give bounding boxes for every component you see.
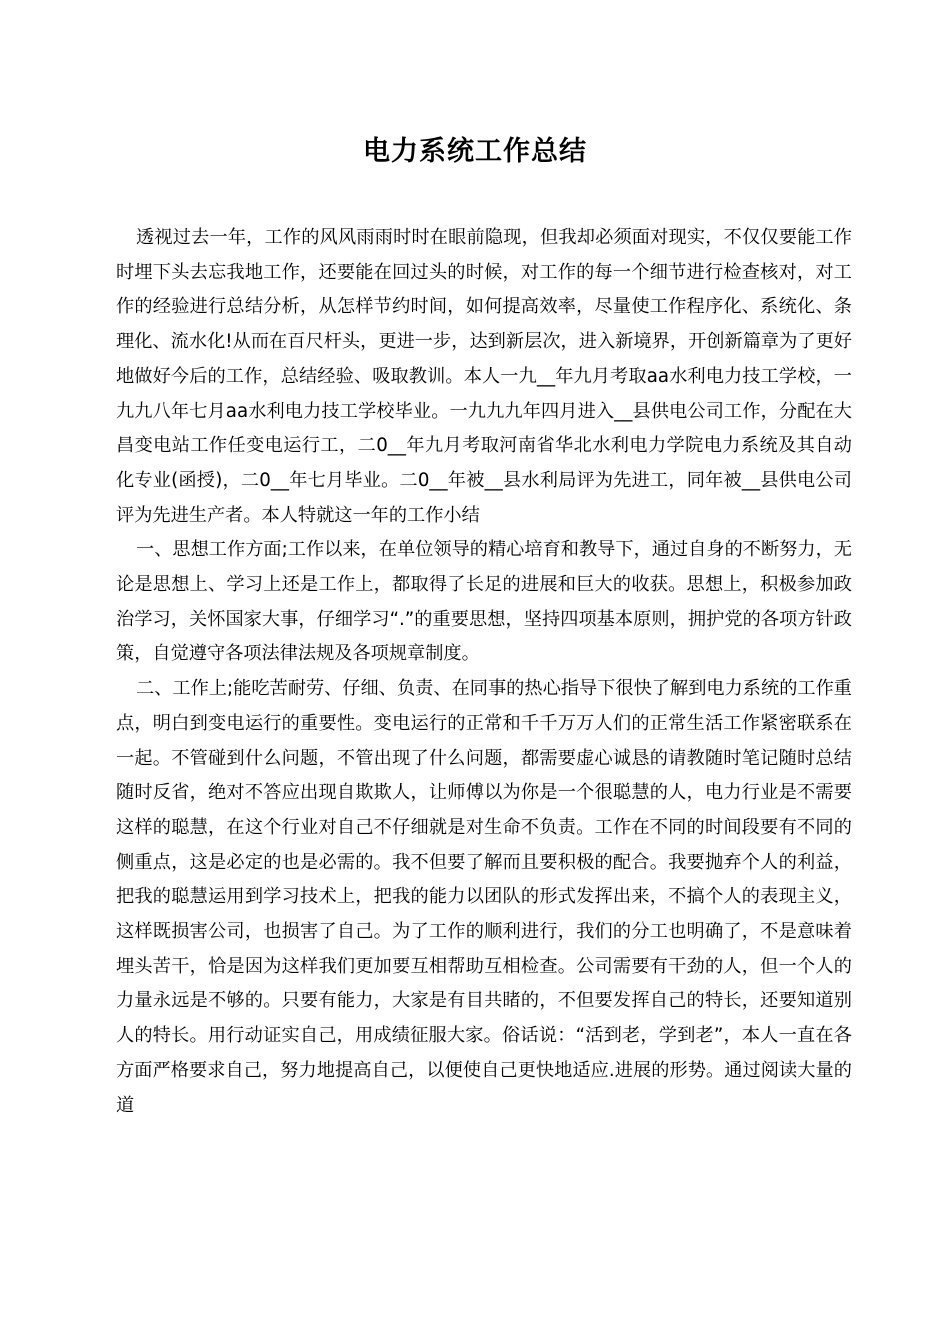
paragraph-ideology: 一、思想工作方面;工作以来，在单位领导的精心培育和教导下，通过自身的不断努力，无论是思想上、学习上还是工作上，都取得了长足的进展和巨大的收获。思想上，积极参加政治学习，关怀国家大事，仔细学习“.”的重要思想，坚持四项基本原则，拥护党的各项方针政策，自觉遵守各项法律法规及各项规章制度。 — [116, 539, 852, 665]
paragraph-work: 二、工作上;能吃苦耐劳、仔细、负责、在同事的热心指导下很快了解到电力系统的工作重点，明白到变电运行的重要性。变电运行的正常和千千万万人们的正常生活工作紧密联系在一起。不管碰到什么问题，不管出现了什么问题，都需要虚心诚恳的请教随时笔记随时总结随时反省，绝对不答应出现自欺欺人，让师傅以为你是一个很聪慧的人，电力行业是不需要这样的聪慧，在这个行业对自己不仔细就是对生命不负责。工作在不同的时间段要有不同的侧重点，这是必定的也是必需的。我不但要了解而且要积极的配合。我要抛弃个人的利益，把我的聪慧运用到学习技术上，把我的能力以团队的形式发挥出来，不搞个人的表现主义，这样既损害公司，也损害了自己。为了工作的顺利进行，我们的分工也明确了，不是意味着埋头苦干，恰是因为这样我们更加要互相帮助互相检查。公司需要有干劲的人，但一个人的力量永远是不够的。只要有能力，大家是有目共睹的，不但要发挥自己的特长，还要知道别人的特长。用行动证实自己，用成绩征服大家。俗话说：“活到老，学到老”，本人一直在各方面严格要求自己，努力地提高自己，以便使自己更快地适应.进展的形势。通过阅读大量的道 — [116, 678, 852, 1116]
paragraph-intro: 透视过去一年，工作的风风雨雨时时在眼前隐现，但我却必须面对现实，不仅仅要能工作时埋下头去忘我地工作，还要能在回过头的时候，对工作的每一个细节进行检查核对，对工作的经验进行总结分析，从怎样节约时间，如何提高效率，尽量使工作程序化、系统化、条理化、流水化!从而在百尺杆头，更进一步，达到新层次，进入新境界，开创新篇章为了更好地做好今后的工作，总结经验、吸取教训。本人一九__年九月考取aa水利电力技工学校，一九九八年七月aa水利电力技工学校毕业。一九九九年四月进入__县供电公司工作，分配在大昌变电站工作任变电运行工，二0__年九月考取河南省华北水利电力学院电力系统及其自动化专业(函授)，二0__年七月毕业。二0__年被__县水利局评为先进工，同年被__县供电公司评为先进生产者。本人特就这一年的工作小结 — [116, 227, 852, 526]
document-body — [116, 221, 852, 1123]
document-title: 电力系统工作总结 — [363, 136, 587, 167]
